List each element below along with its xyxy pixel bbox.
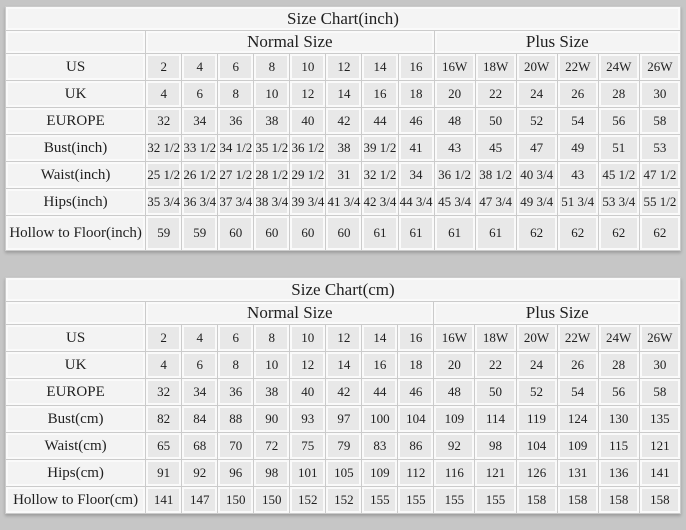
- table-cell: 18W: [475, 325, 516, 352]
- table-cell: 109: [362, 460, 398, 487]
- table-row: [6, 352, 681, 379]
- table-cell: 24: [516, 352, 557, 379]
- table-cell: 150: [254, 487, 290, 514]
- table-cell: 101: [290, 460, 326, 487]
- table-cell: 55 1/2: [639, 189, 680, 216]
- table-cell: 72: [254, 433, 290, 460]
- table-cell: 83: [362, 433, 398, 460]
- table-cell: 60: [326, 216, 362, 251]
- table-cell: 48: [434, 379, 475, 406]
- table-cell: 18W: [475, 54, 516, 81]
- table-cell: 14: [326, 81, 362, 108]
- table-cell: 30: [639, 81, 680, 108]
- group-header-empty: [6, 31, 146, 54]
- row-label: Hollow to Floor(inch): [6, 216, 146, 251]
- table-cell: 35 1/2: [254, 135, 290, 162]
- table-cell: 8: [218, 352, 254, 379]
- table-cell: 92: [182, 460, 218, 487]
- table-cell: 34 1/2: [218, 135, 254, 162]
- table-row: [6, 108, 681, 135]
- table-cell: 56: [598, 379, 639, 406]
- table-cell: 4: [182, 54, 218, 81]
- table-cell: 62: [639, 216, 680, 251]
- table-cell: 116: [434, 460, 475, 487]
- table-cell: 38: [254, 379, 290, 406]
- table-cell: 65: [146, 433, 182, 460]
- row-label: US: [6, 54, 146, 81]
- table-cell: 150: [218, 487, 254, 514]
- table-cell: 6: [182, 352, 218, 379]
- table-cell: 40: [290, 379, 326, 406]
- table-cell: 155: [362, 487, 398, 514]
- table-cell: 36: [218, 108, 254, 135]
- table-cell: 41: [398, 135, 434, 162]
- table-cell: 46: [398, 379, 434, 406]
- table-cell: 20: [434, 352, 475, 379]
- table-cell: 29 1/2: [290, 162, 326, 189]
- table-cell: 27 1/2: [218, 162, 254, 189]
- table-gap: [5, 251, 681, 277]
- table-cell: 41 3/4: [326, 189, 362, 216]
- table-cell: 39 3/4: [290, 189, 326, 216]
- table-cell: 48: [434, 108, 475, 135]
- table-cell: 37 3/4: [218, 189, 254, 216]
- table-cell: 75: [290, 433, 326, 460]
- table-cell: 124: [557, 406, 598, 433]
- table-cell: 158: [639, 487, 680, 514]
- table-cell: 25 1/2: [146, 162, 182, 189]
- table-cell: 47 1/2: [639, 162, 680, 189]
- row-label: UK: [6, 352, 146, 379]
- table-cell: 97: [326, 406, 362, 433]
- table-cell: 2: [146, 54, 182, 81]
- table-cell: 152: [326, 487, 362, 514]
- table-cell: 45: [475, 135, 516, 162]
- row-label: EUROPE: [6, 108, 146, 135]
- table-cell: 4: [146, 352, 182, 379]
- table-cell: 155: [475, 487, 516, 514]
- table-cell: 40: [290, 108, 326, 135]
- table-cell: 114: [475, 406, 516, 433]
- table-cell: 54: [557, 108, 598, 135]
- table-cell: 22W: [557, 325, 598, 352]
- table-cell: 60: [254, 216, 290, 251]
- table-cell: 44: [362, 379, 398, 406]
- table-cell: 36 3/4: [182, 189, 218, 216]
- table-cell: 42: [326, 379, 362, 406]
- table-cell: 24W: [598, 325, 639, 352]
- table-cell: 16: [398, 54, 434, 81]
- table-cell: 38: [326, 135, 362, 162]
- row-label: Hips(inch): [6, 189, 146, 216]
- table-cell: 26W: [639, 54, 680, 81]
- table-cell: 6: [218, 54, 254, 81]
- table-cell: 10: [254, 352, 290, 379]
- table-cell: 24W: [598, 54, 639, 81]
- table-cell: 10: [290, 325, 326, 352]
- table-cell: 98: [475, 433, 516, 460]
- table-cell: 12: [326, 325, 362, 352]
- table-cell: 38: [254, 108, 290, 135]
- table-row: [6, 135, 681, 162]
- column-group-row: [6, 31, 681, 54]
- table-cell: 50: [475, 108, 516, 135]
- table-cell: 61: [362, 216, 398, 251]
- table-cell: 84: [182, 406, 218, 433]
- table-cell: 93: [290, 406, 326, 433]
- table-cell: 59: [182, 216, 218, 251]
- table-cell: 26W: [639, 325, 680, 352]
- table-cell: 98: [254, 460, 290, 487]
- table-row: [6, 54, 681, 81]
- table-cell: 100: [362, 406, 398, 433]
- table-cell: 20W: [516, 325, 557, 352]
- table-cell: 131: [557, 460, 598, 487]
- group-header-empty: [6, 302, 146, 325]
- table-cell: 44 3/4: [398, 189, 434, 216]
- table-cell: 141: [639, 460, 680, 487]
- row-label: Waist(inch): [6, 162, 146, 189]
- table-cell: 155: [434, 487, 475, 514]
- table-cell: 47: [516, 135, 557, 162]
- plus-size-header: Plus Size: [434, 31, 680, 54]
- table-cell: 46: [398, 108, 434, 135]
- table-cell: 105: [326, 460, 362, 487]
- table-cell: 45 1/2: [598, 162, 639, 189]
- table-cell: 24: [516, 81, 557, 108]
- table-cell: 33 1/2: [182, 135, 218, 162]
- table-cell: 158: [557, 487, 598, 514]
- table-cell: 42: [326, 108, 362, 135]
- table-cell: 26 1/2: [182, 162, 218, 189]
- column-group-row: [6, 302, 681, 325]
- table-cell: 28: [598, 81, 639, 108]
- table-cell: 44: [362, 108, 398, 135]
- table-cell: 12: [290, 81, 326, 108]
- table-cell: 96: [218, 460, 254, 487]
- table-cell: 121: [475, 460, 516, 487]
- table-cell: 49: [557, 135, 598, 162]
- table-cell: 22: [475, 352, 516, 379]
- table-cell: 34: [182, 379, 218, 406]
- chart-title: Size Chart(cm): [6, 278, 681, 302]
- table-cell: 62: [516, 216, 557, 251]
- table-cell: 147: [182, 487, 218, 514]
- table-cell: 70: [218, 433, 254, 460]
- table-cell: 158: [516, 487, 557, 514]
- row-label: EUROPE: [6, 379, 146, 406]
- table-cell: 54: [557, 379, 598, 406]
- table-cell: 4: [146, 81, 182, 108]
- table-cell: 32 1/2: [146, 135, 182, 162]
- table-cell: 6: [182, 81, 218, 108]
- table-cell: 119: [516, 406, 557, 433]
- table-cell: 16: [362, 81, 398, 108]
- table-cell: 12: [290, 352, 326, 379]
- plus-size-header: Plus Size: [434, 302, 681, 325]
- table-cell: 61: [475, 216, 516, 251]
- table-cell: 34: [398, 162, 434, 189]
- table-cell: 8: [218, 81, 254, 108]
- table-cell: 91: [146, 460, 182, 487]
- table-row: [6, 216, 681, 251]
- table-cell: 60: [290, 216, 326, 251]
- table-cell: 8: [254, 54, 290, 81]
- table-row: [6, 433, 681, 460]
- table-cell: 20: [434, 81, 475, 108]
- table-row: [6, 487, 681, 514]
- table-cell: 82: [146, 406, 182, 433]
- size-chart-inch-table: [5, 6, 681, 251]
- table-row: [6, 406, 681, 433]
- table-cell: 43: [557, 162, 598, 189]
- table-cell: 52: [516, 379, 557, 406]
- table-cell: 121: [639, 433, 680, 460]
- table-cell: 56: [598, 108, 639, 135]
- table-cell: 158: [598, 487, 639, 514]
- table-cell: 18: [398, 81, 434, 108]
- table-cell: 22: [475, 81, 516, 108]
- table-cell: 16W: [434, 325, 475, 352]
- table-cell: 50: [475, 379, 516, 406]
- table-cell: 92: [434, 433, 475, 460]
- row-label: Hollow to Floor(cm): [6, 487, 146, 514]
- table-cell: 30: [639, 352, 680, 379]
- row-label: Bust(cm): [6, 406, 146, 433]
- table-row: [6, 379, 681, 406]
- table-cell: 38 1/2: [475, 162, 516, 189]
- table-cell: 39 1/2: [362, 135, 398, 162]
- table-cell: 10: [254, 81, 290, 108]
- table-cell: 60: [218, 216, 254, 251]
- table-cell: 141: [146, 487, 182, 514]
- table-cell: 136: [598, 460, 639, 487]
- table-cell: 68: [182, 433, 218, 460]
- table-cell: 109: [434, 406, 475, 433]
- row-label: Waist(cm): [6, 433, 146, 460]
- table-cell: 45 3/4: [434, 189, 475, 216]
- table-cell: 43: [434, 135, 475, 162]
- table-cell: 49 3/4: [516, 189, 557, 216]
- table-cell: 35 3/4: [146, 189, 182, 216]
- table-cell: 53 3/4: [598, 189, 639, 216]
- table-cell: 38 3/4: [254, 189, 290, 216]
- table-cell: 112: [398, 460, 434, 487]
- table-cell: 152: [290, 487, 326, 514]
- table-cell: 155: [398, 487, 434, 514]
- table-cell: 32 1/2: [362, 162, 398, 189]
- table-cell: 28 1/2: [254, 162, 290, 189]
- table-cell: 16W: [434, 54, 475, 81]
- table-cell: 36 1/2: [434, 162, 475, 189]
- table-cell: 130: [598, 406, 639, 433]
- table-cell: 16: [362, 352, 398, 379]
- table-cell: 40 3/4: [516, 162, 557, 189]
- row-label: Hips(cm): [6, 460, 146, 487]
- normal-size-header: Normal Size: [146, 302, 434, 325]
- table-cell: 28: [598, 352, 639, 379]
- table-cell: 115: [598, 433, 639, 460]
- table-cell: 36 1/2: [290, 135, 326, 162]
- row-label: UK: [6, 81, 146, 108]
- row-label: US: [6, 325, 146, 352]
- table-cell: 16: [398, 325, 434, 352]
- table-cell: 51: [598, 135, 639, 162]
- table-cell: 90: [254, 406, 290, 433]
- table-cell: 109: [557, 433, 598, 460]
- table-row: [6, 189, 681, 216]
- chart-title-row: [6, 7, 681, 31]
- table-cell: 104: [398, 406, 434, 433]
- table-cell: 22W: [557, 54, 598, 81]
- table-cell: 88: [218, 406, 254, 433]
- chart-title-row: [6, 278, 681, 302]
- table-cell: 58: [639, 108, 680, 135]
- table-cell: 36: [218, 379, 254, 406]
- table-cell: 61: [434, 216, 475, 251]
- table-row: [6, 460, 681, 487]
- table-cell: 20W: [516, 54, 557, 81]
- table-cell: 14: [326, 352, 362, 379]
- table-cell: 59: [146, 216, 182, 251]
- table-row: [6, 81, 681, 108]
- table-cell: 4: [182, 325, 218, 352]
- table-cell: 62: [598, 216, 639, 251]
- table-cell: 12: [326, 54, 362, 81]
- table-cell: 58: [639, 379, 680, 406]
- table-cell: 31: [326, 162, 362, 189]
- row-label: Bust(inch): [6, 135, 146, 162]
- table-cell: 6: [218, 325, 254, 352]
- table-cell: 14: [362, 325, 398, 352]
- table-cell: 32: [146, 379, 182, 406]
- table-cell: 51 3/4: [557, 189, 598, 216]
- table-row: [6, 162, 681, 189]
- table-cell: 62: [557, 216, 598, 251]
- table-cell: 52: [516, 108, 557, 135]
- table-cell: 104: [516, 433, 557, 460]
- table-cell: 14: [362, 54, 398, 81]
- table-cell: 8: [254, 325, 290, 352]
- table-cell: 42 3/4: [362, 189, 398, 216]
- normal-size-header: Normal Size: [146, 31, 434, 54]
- table-cell: 53: [639, 135, 680, 162]
- table-cell: 18: [398, 352, 434, 379]
- table-cell: 61: [398, 216, 434, 251]
- table-cell: 32: [146, 108, 182, 135]
- table-cell: 34: [182, 108, 218, 135]
- table-cell: 10: [290, 54, 326, 81]
- table-cell: 47 3/4: [475, 189, 516, 216]
- table-cell: 26: [557, 81, 598, 108]
- size-chart-cm-table: [5, 277, 681, 514]
- chart-title: Size Chart(inch): [6, 7, 681, 31]
- table-cell: 86: [398, 433, 434, 460]
- table-cell: 126: [516, 460, 557, 487]
- table-cell: 2: [146, 325, 182, 352]
- table-cell: 79: [326, 433, 362, 460]
- table-row: [6, 325, 681, 352]
- table-cell: 26: [557, 352, 598, 379]
- table-cell: 135: [639, 406, 680, 433]
